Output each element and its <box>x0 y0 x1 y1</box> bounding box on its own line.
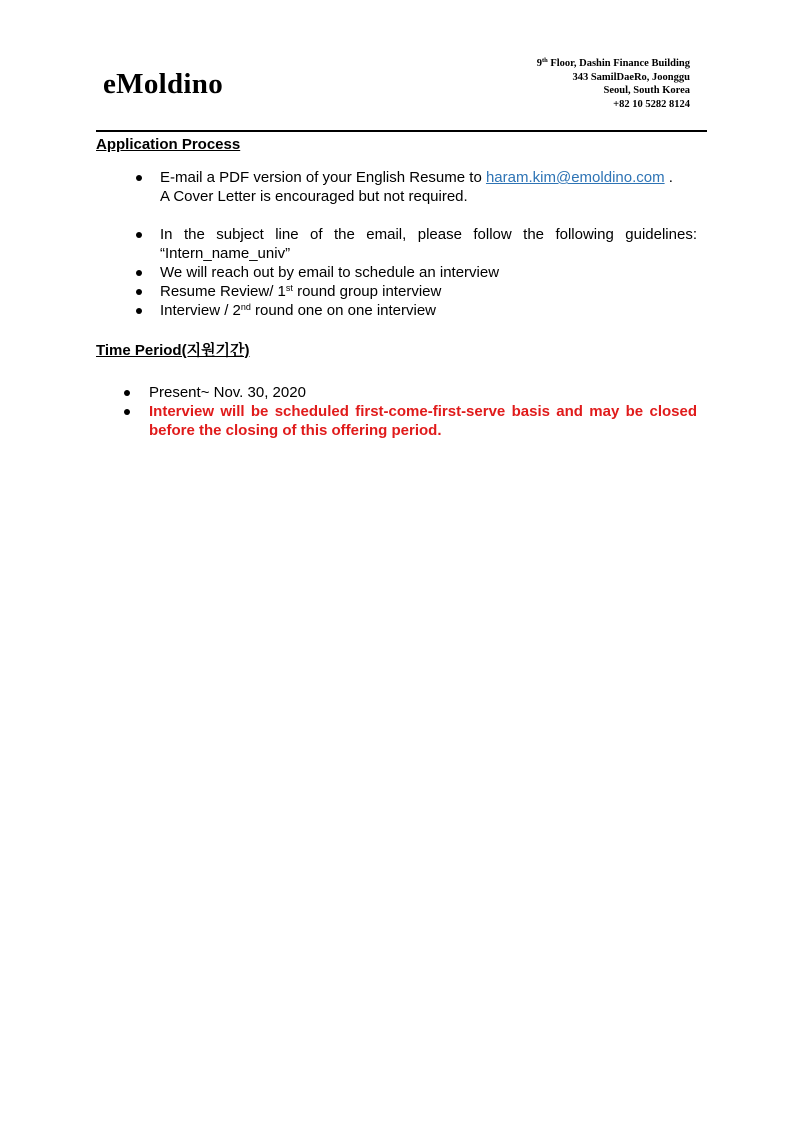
list-item: In the subject line of the email, please follow the following guidelines: “Intern_name_univ” <box>160 226 697 262</box>
address-street: 343 SamilDaeRo, Joonggu <box>572 71 690 83</box>
time-period-list <box>149 383 697 440</box>
list-item: Present~ Nov. 30, 2020 <box>149 383 697 402</box>
time-period-heading: Time Period(지원기간) <box>96 342 250 359</box>
company-logo: eMoldino <box>103 68 224 100</box>
address-phone: +82 10 5282 8124 <box>613 98 690 110</box>
company-address <box>537 57 690 111</box>
list-item: E-mail a PDF version of your English Resume to haram.kim@emoldino.com . A Cover Letter is encouraged but not required. <box>160 168 697 206</box>
address-city: Seoul, South Korea <box>603 85 690 96</box>
application-process-list <box>160 168 697 320</box>
address-floor: 9th Floor, Dashin Finance Building <box>536 57 690 69</box>
header-divider <box>96 130 707 132</box>
deadline-notice: Interview will be scheduled first-come-first-serve basis and may be closed before the closing of this offering period. <box>149 403 697 439</box>
application-process-heading: Application Process <box>96 136 241 153</box>
list-item: Interview / 2nd round one on one interview <box>160 301 697 320</box>
list-item: We will reach out by email to schedule an interview <box>160 263 697 282</box>
list-item: Resume Review/ 1st round group interview <box>160 282 697 301</box>
email-link[interactable]: haram.kim@emoldino.com <box>485 169 665 186</box>
